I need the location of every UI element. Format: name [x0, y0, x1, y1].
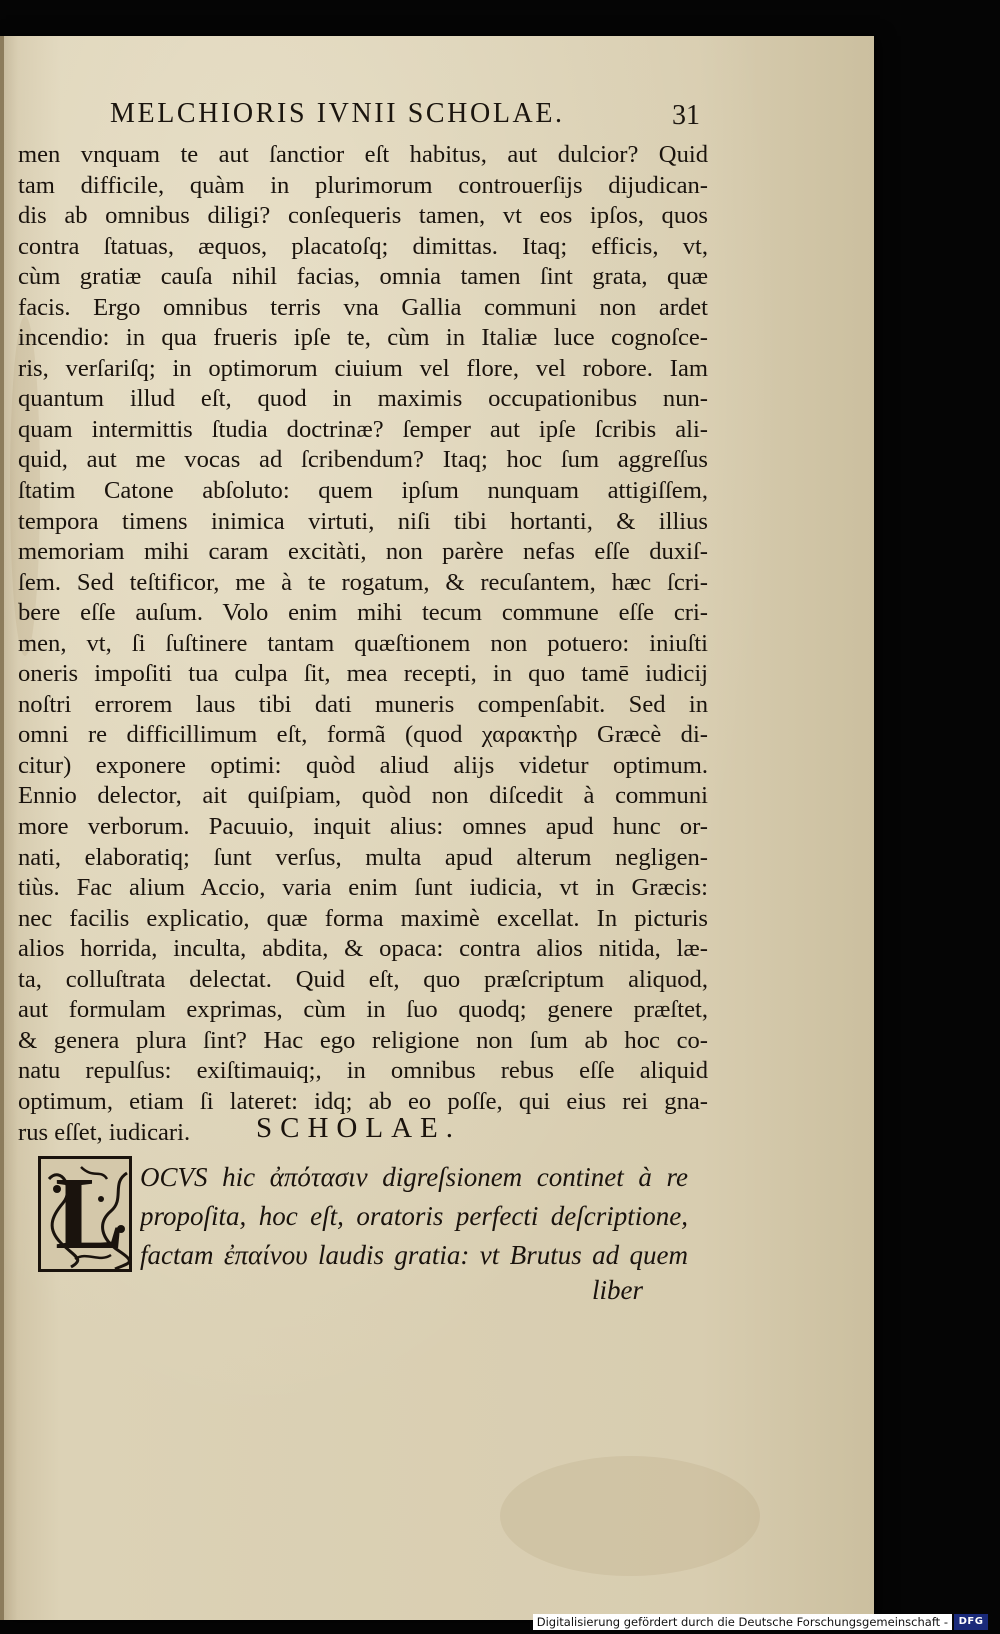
text-line: ſem. Sed teſtificor, me à te rogatum, & recuſantem, hæc ſcri-	[18, 568, 708, 596]
text-line: oneris impoſiti tua culpa ſit, mea recepti, in quo tamē iudicij	[18, 660, 708, 688]
text-line: nati, elaboratiq; ſunt verſus, multa apud alterum negligen-	[18, 843, 708, 871]
text-line: noſtri errorem laus tibi dati muneris compenſabit. Sed in	[18, 690, 708, 718]
section-heading: SCHOLAE.	[256, 1112, 461, 1144]
text-line: quid, aut me vocas ad ſcribendum? Itaq; hoc ſum aggreſſus	[18, 446, 708, 474]
text-line: men, vt, ſi ſuſtinere tantam quæſtionem non potuero: iniuſti	[18, 629, 708, 657]
text-line: ſtatim Catone abſoluto: quem ipſum nunquam attigiſſem,	[18, 477, 708, 505]
text-line: aut formulam exprimas, cùm in ſuo quodq; genere præſtet,	[18, 996, 708, 1024]
text-line: ris, verſariſq; in optimorum ciuium vel flore, vel robore. Iam	[18, 354, 708, 382]
page-number: 31	[672, 100, 700, 131]
text-line: tempora timens inimica virtuti, niſi tibi hortanti, & illius	[18, 507, 708, 535]
page-edge	[0, 36, 4, 1620]
scholia-line: propoſita, hoc eſt, oratoris perfecti deſcriptione,	[140, 1201, 688, 1231]
decorated-initial	[38, 1156, 132, 1272]
text-line: alios horrida, inculta, abdita, & opaca: contra alios nitida, læ-	[18, 935, 708, 963]
page-stain	[500, 1456, 760, 1576]
text-line: contra ſtatuas, æquos, placatoſq; dimittas. Itaq; efficis, vt,	[18, 232, 708, 260]
text-line: natu repulſus: exiſtimauiq;, in omnibus rebus eſſe aliquid	[18, 1057, 708, 1085]
dfg-logo: DFG	[954, 1614, 988, 1630]
initial-letter: L	[55, 1156, 125, 1271]
catchword: liber	[592, 1275, 643, 1305]
running-head-title: MELCHIORIS IVNII SCHOLAE.	[110, 98, 565, 129]
text-line: Ennio delector, ait quiſpiam, quòd non diſcedit à communi	[18, 782, 708, 810]
scholia-text-block	[140, 1158, 688, 1275]
text-line: men vnquam te aut ſanctior eſt habitus, aut dulcior? Quid	[18, 141, 708, 168]
text-line: cùm gratiæ cauſa nihil facias, omnia tamen ſint grata, quæ	[18, 263, 708, 291]
text-line: quantum illud eſt, quod in maximis occupationibus nun-	[18, 385, 708, 413]
main-text-block	[18, 140, 708, 1148]
text-line: bere eſſe auſum. Volo enim mihi tecum commune eſſe cri-	[18, 599, 708, 627]
text-line: facis. Ergo omnibus terris vna Gallia communi non ardet	[18, 293, 708, 321]
scholia-line: factam ἐπαίνου laudis gratia: vt Brutus ad quem	[140, 1240, 688, 1270]
text-line: tiùs. Fac alium Accio, varia enim ſunt iudicia, vt in Græcis:	[18, 874, 708, 902]
text-line: omni re difficillimum eſt, formã (quod χαρακτὴρ Græcè di-	[18, 721, 708, 749]
digitization-credit: Digitalisierung gefördert durch die Deutsche Forschungsgemeinschaft -	[533, 1614, 952, 1630]
text-line: dis ab omnibus diligi? conſequeris tamen, vt eos ipſos, quos	[18, 202, 708, 230]
scholia-line: OCVS hic ἀπότασιν digreſsionem continet à re	[140, 1162, 688, 1192]
text-line: ta, colluſtrata delectat. Quid eſt, quo præſcriptum aliquod,	[18, 965, 708, 993]
text-line: rus eſſet, iudicari.	[18, 1118, 191, 1146]
text-line: quam intermittis ſtudia doctrinæ? ſemper aut ipſe ſcribis ali-	[18, 415, 708, 443]
text-line: & genera plura ſint? Hac ego religione non ſum ab hoc co-	[18, 1026, 708, 1054]
text-line: citur) exponere optimi: quòd aliud alijs videtur optimum.	[18, 751, 708, 779]
text-line: tam difficile, quàm in plurimorum controuerſijs dijudican-	[18, 171, 708, 199]
text-line: optimum, etiam ſi lateret: idq; ab eo poſſe, qui eius rei gna-	[18, 1087, 708, 1115]
text-line: more verborum. Pacuuio, inquit alius: omnes apud hunc or-	[18, 813, 708, 841]
text-line: incendio: in qua frueris ipſe te, cùm in Italiæ luce cognoſce-	[18, 324, 708, 352]
text-line: nec facilis explicatio, quæ forma maximè excellat. In picturis	[18, 904, 708, 932]
text-line: memoriam mihi caram excitàti, non parère nefas eſſe duxiſ-	[18, 538, 708, 566]
